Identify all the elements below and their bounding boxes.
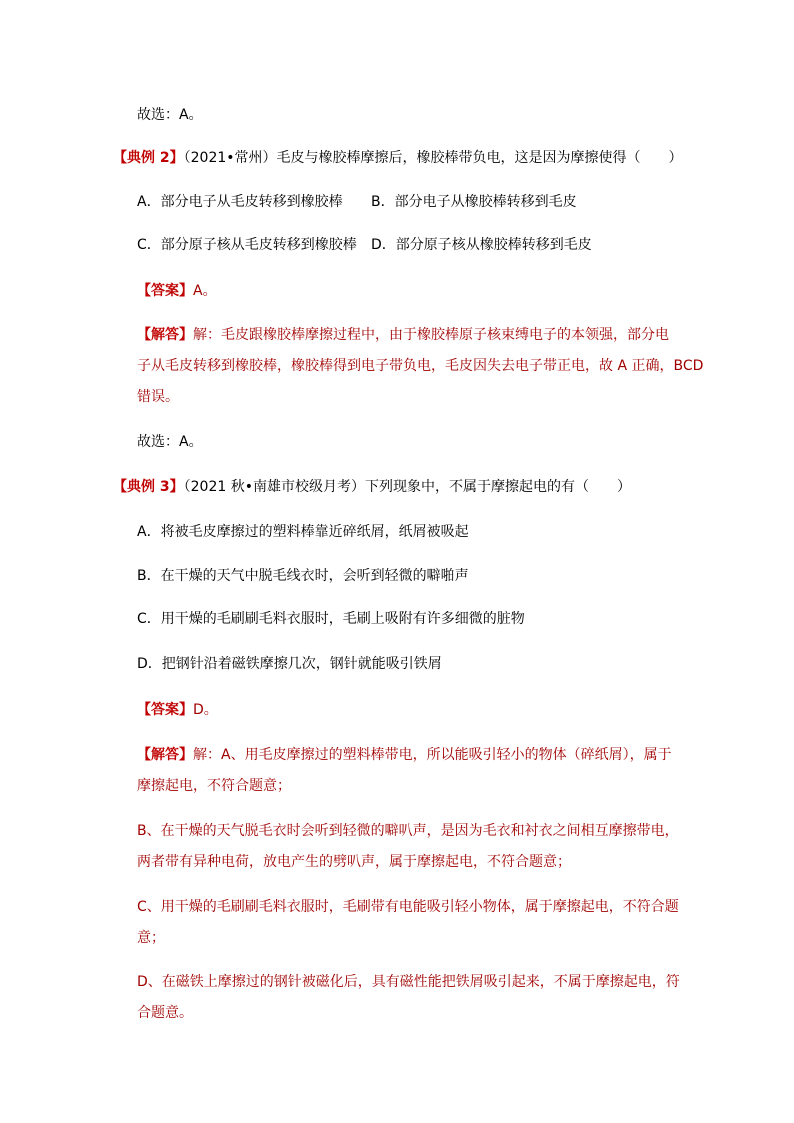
example-3-analysis-line-1: 【解答】解：A、用毛皮摩擦过的塑料棒带电，所以能吸引轻小的物体（碎纸屑），属于 — [137, 747, 672, 763]
example-2-option-b: B．部分电子从橡胶棒转移到毛皮 — [371, 194, 577, 210]
example-2-analysis-line-1: 【解答】解：毛皮跟橡胶棒摩擦过程中，由于橡胶棒原子核束缚电子的本领强，部分电 — [137, 327, 669, 343]
example-2-answer-tag: 【答案】 — [137, 283, 193, 299]
example-3-analysis-tag: 【解答】 — [137, 747, 193, 763]
example-3-option-d: D．把钢针沿着磁铁摩擦几次，钢针就能吸引铁屑 — [137, 656, 442, 672]
example-2-question-text: （2021•常州）毛皮与橡胶棒摩擦后，橡胶棒带负电，这是因为摩擦使得（ ） — [183, 150, 683, 166]
example-3-analysis-line-4: 两者带有异种电荷，放电产生的劈叭声，属于摩擦起电，不符合题意； — [137, 854, 571, 870]
example-2-analysis-tag: 【解答】 — [137, 327, 193, 343]
example-3-question-text: （2021 秋•南雄市校级月考）下列现象中，不属于摩擦起电的有（ ） — [183, 479, 631, 495]
example-3-analysis-line-3: B、在干燥的天气脱毛衣时会听到轻微的噼叭声，是因为毛衣和衬衣之间相互摩擦带电， — [137, 823, 679, 839]
example-2-conclusion: 故选：A。 — [137, 434, 203, 450]
previous-conclusion: 故选：A。 — [137, 107, 203, 123]
example-3-answer-tag: 【答案】 — [137, 702, 193, 718]
example-3-analysis-line-6: 意； — [137, 930, 165, 946]
example-3-analysis-line-5: C、用干燥的毛刷刷毛料衣服时，毛刷带有电能吸引轻小物体，属于摩擦起电，不符合题 — [137, 899, 679, 915]
example-3-option-c: C．用干燥的毛刷刷毛料衣服时，毛刷上吸附有许多细微的脏物 — [137, 611, 525, 627]
example-2-analysis-line-3: 错误。 — [137, 389, 179, 405]
example-2-option-a: A．部分电子从毛皮转移到橡胶棒 — [137, 194, 343, 210]
example-3-analysis-line-7: D、在磁铁上摩擦过的钢针被磁化后，具有磁性能把铁屑吸引起来，不属于摩擦起电，符 — [137, 974, 680, 990]
example-3-question — [113, 477, 631, 497]
example-2-tag: 【典例 2】 — [113, 150, 184, 166]
example-3-answer — [137, 700, 218, 720]
example-3-analysis-line-8: 合题意。 — [137, 1005, 193, 1021]
example-2-question — [113, 148, 683, 168]
example-3-tag: 【典例 3】 — [113, 479, 184, 495]
example-2-answer — [137, 281, 217, 301]
example-2-answer-value: A。 — [193, 283, 217, 299]
example-3-answer-value: D。 — [193, 702, 218, 718]
example-2-analysis-line-2: 子从毛皮转移到橡胶棒，橡胶棒得到电子带负电，毛皮因失去电子带正电，故 A 正确，BCD — [137, 358, 704, 374]
example-2-option-c: C．部分原子核从毛皮转移到橡胶棒 — [137, 237, 357, 253]
example-3-option-a: A．将被毛皮摩擦过的塑料棒靠近碎纸屑，纸屑被吸起 — [137, 524, 469, 540]
example-2-option-d: D．部分原子核从橡胶棒转移到毛皮 — [371, 237, 592, 253]
example-3-analysis-line-2: 摩擦起电，不符合题意； — [137, 778, 291, 794]
example-3-option-b: B．在干燥的天气中脱毛线衣时，会听到轻微的噼啪声 — [137, 568, 469, 584]
